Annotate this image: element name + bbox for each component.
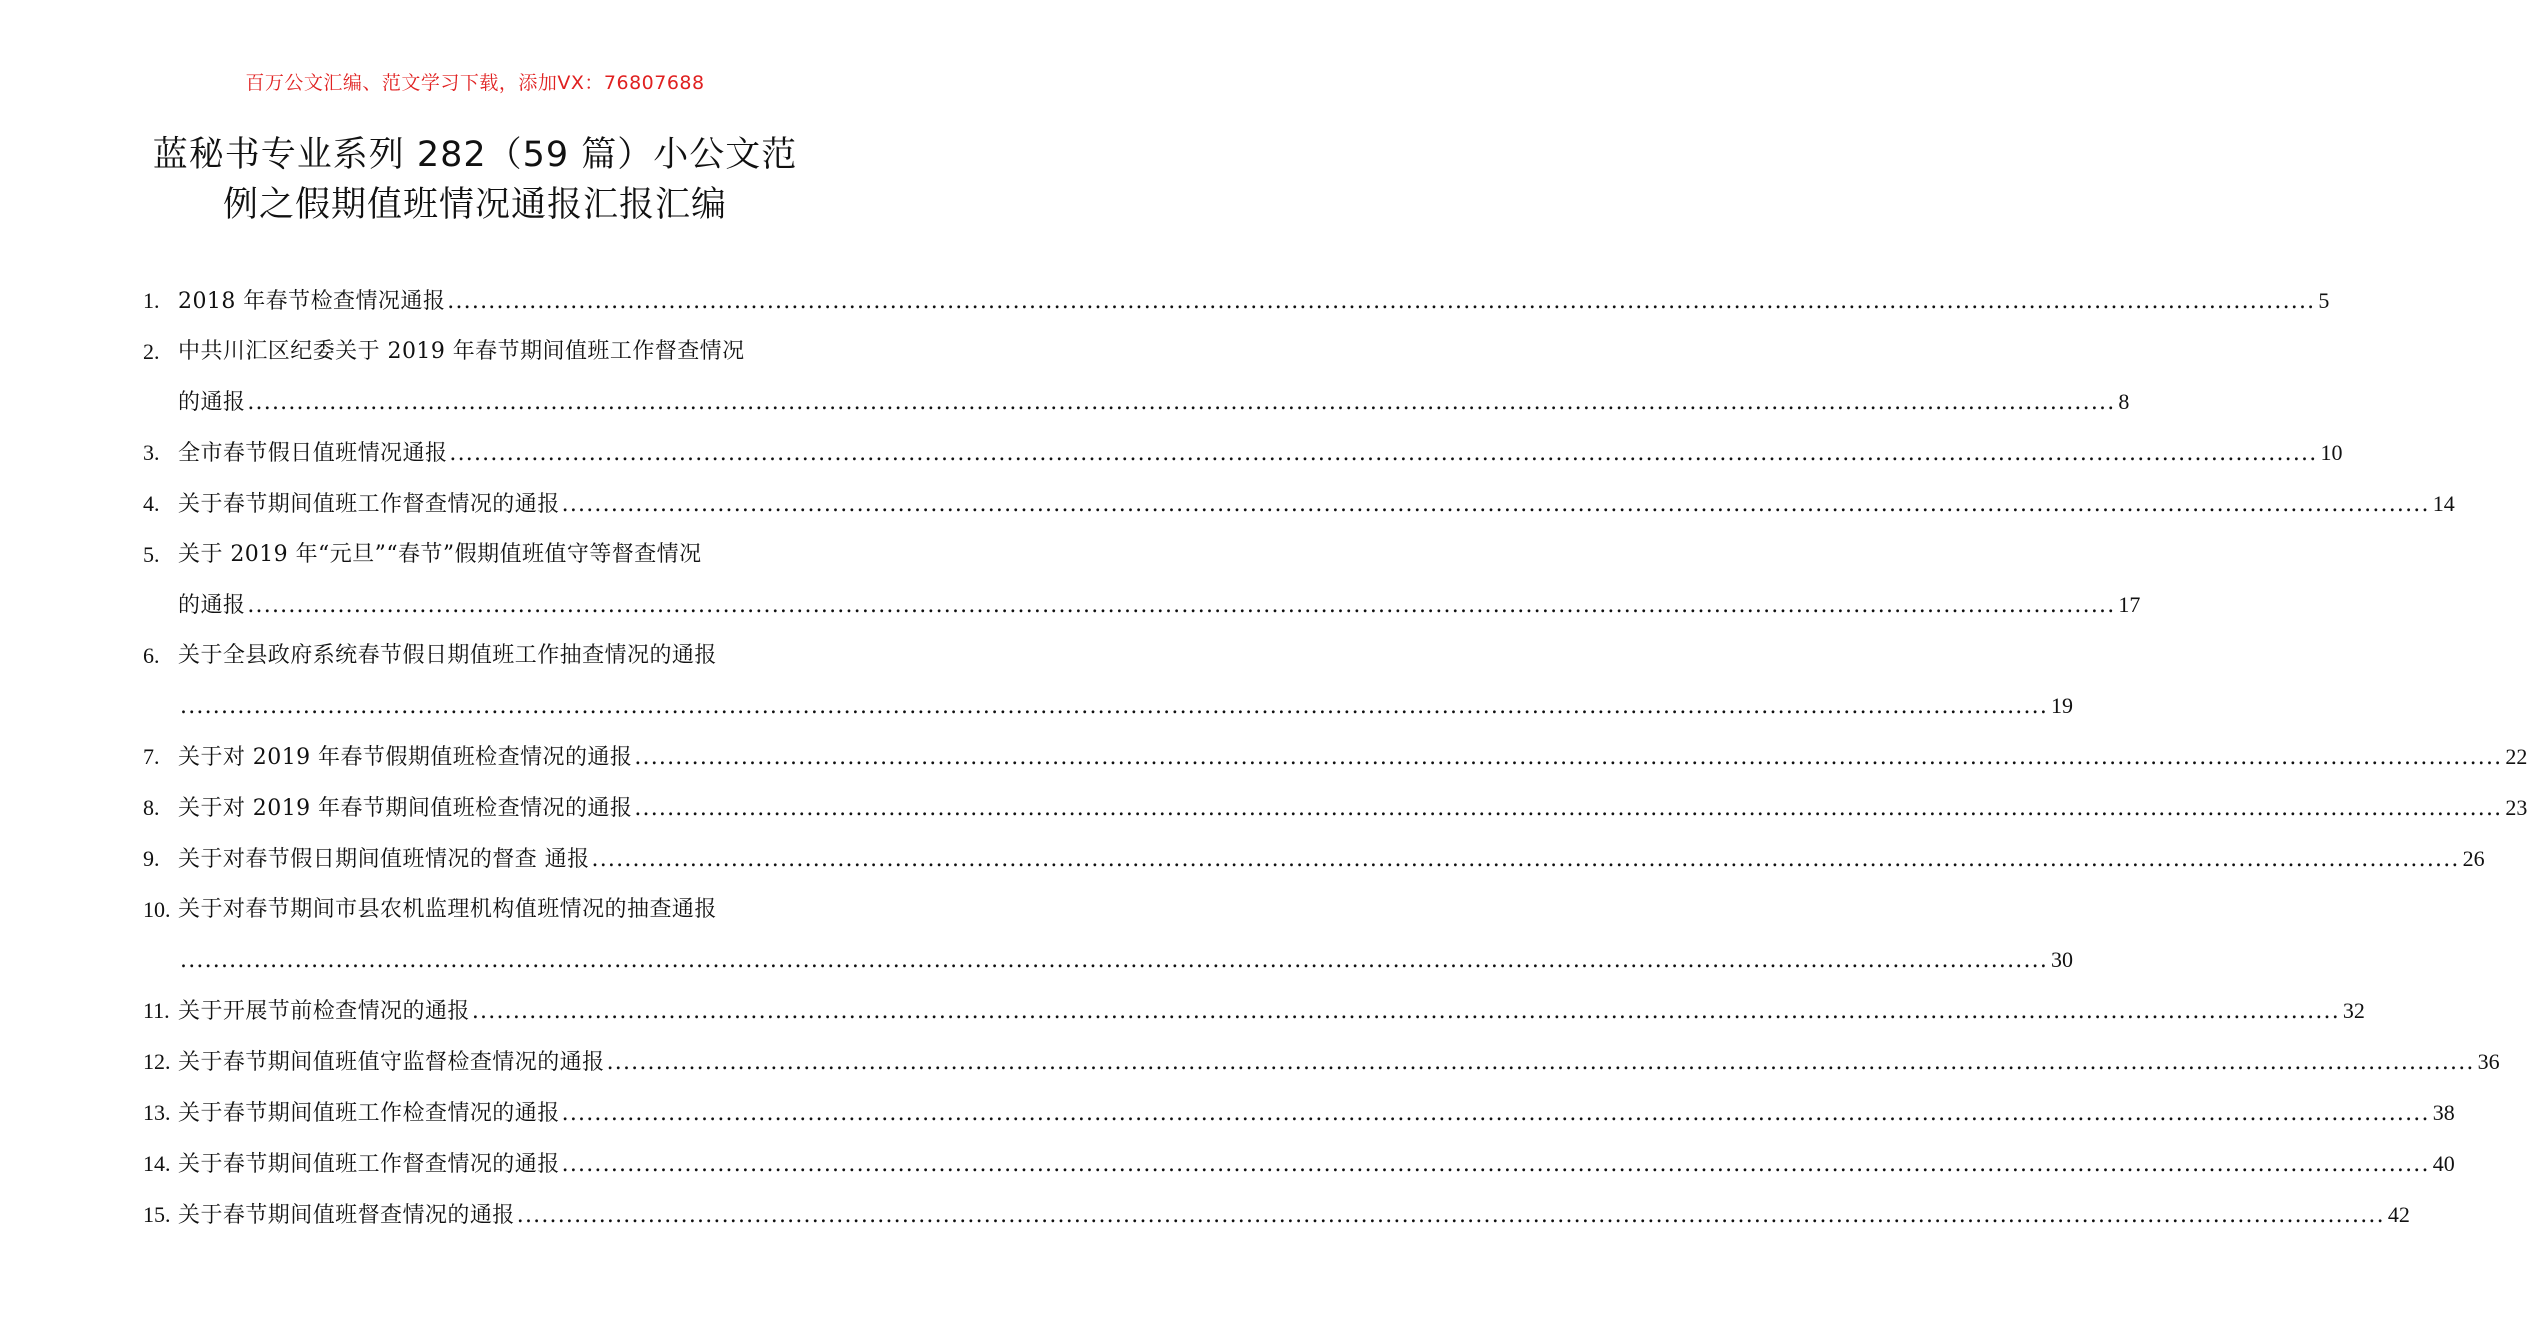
toc-entry-title: 关于春节期间值班督查情况的通报 [178, 1203, 515, 1228]
toc-entry-leader-line [178, 428, 2342, 479]
toc-entry[interactable] [143, 783, 2527, 834]
toc-dot-leader [592, 835, 2460, 885]
toc-entry-leader-line [178, 1190, 2410, 1241]
toc-entry-leader-line [178, 1037, 2500, 1088]
toc-entry[interactable] [143, 631, 2074, 732]
toc-entry-title: 关于春节期间值班工作督查情况的通报 [178, 1152, 560, 1177]
toc-entry[interactable] [143, 530, 2141, 631]
toc-entry-title: 全市春节假日值班情况通报 [178, 441, 448, 466]
toc-entry-title: 关于春节期间值班工作检查情况的通报 [178, 1101, 560, 1126]
toc-entry[interactable] [143, 428, 2343, 479]
toc-entry-page-number: 38 [2432, 1100, 2455, 1125]
toc-dot-leader [562, 1140, 2430, 1190]
toc-dot-leader [180, 682, 2048, 732]
toc-entry[interactable] [143, 327, 2130, 428]
toc-entry-title-line: 关于对春节期间市县农机监理机构值班情况的抽查通报 [178, 897, 717, 922]
toc-entry-title-line: 关于全县政府系统春节假日期值班工作抽查情况的通报 [178, 643, 717, 668]
toc-dot-leader [634, 784, 2502, 834]
toc-entry-leader-line [178, 681, 2073, 732]
toc-entry-number: 8. [143, 795, 160, 820]
toc-entry-title: 关于对 2019 年春节期间值班检查情况的通报 [178, 796, 633, 821]
toc-entry-page-number: 36 [2477, 1049, 2500, 1074]
toc-entry-title-line: 关于 2019 年“元旦”“春节”假期值班值守等督查情况 [178, 542, 702, 567]
toc-entry-leader-line [178, 580, 2140, 631]
toc-entry-body [178, 479, 2455, 530]
toc-entry-body [178, 783, 2527, 834]
toc-entry-number: 4. [143, 491, 160, 516]
toc-entry-title: 2018 年春节检查情况通报 [178, 289, 446, 314]
toc-entry-number: 14. [143, 1151, 171, 1176]
toc-entry-page-number: 32 [2342, 998, 2365, 1023]
toc-entry-page-number: 8 [2118, 389, 2130, 414]
toc-entry-page-number: 22 [2505, 744, 2527, 769]
toc-entry[interactable] [143, 986, 2365, 1037]
toc-entry-page-number: 5 [2318, 288, 2330, 313]
toc-dot-leader [447, 277, 2315, 327]
toc-dot-leader [247, 581, 2115, 631]
toc-entry-page-number: 10 [2320, 440, 2343, 465]
toc-entry-title: 关于对春节假日期间值班情况的督查 通报 [178, 847, 590, 872]
header-promo-note: 百万公文汇编、范文学习下载，添加VX：76807688 [245, 72, 705, 94]
toc-entry[interactable] [143, 834, 2485, 885]
toc-entry-number: 9. [143, 846, 160, 871]
toc-entry-page-number: 19 [2051, 693, 2074, 718]
toc-dot-leader [472, 987, 2340, 1037]
toc-entry-page-number: 30 [2051, 947, 2074, 972]
toc-entry-number: 6. [143, 643, 160, 668]
toc-entry[interactable] [143, 276, 2330, 327]
toc-dot-leader [634, 733, 2502, 783]
toc-entry[interactable] [143, 1037, 2500, 1088]
document-title-line-1: 蓝秘书专业系列 282（59 篇）小公文范 [152, 135, 798, 175]
toc-entry-page-number: 26 [2462, 846, 2485, 871]
toc-entry-page-number: 17 [2118, 592, 2141, 617]
toc-entry-body [178, 1190, 2410, 1241]
toc-entry[interactable] [143, 1088, 2455, 1139]
toc-entry-title: 关于春节期间值班值守监督检查情况的通报 [178, 1050, 605, 1075]
toc-entry-number: 7. [143, 744, 160, 769]
toc-entry-body [178, 1139, 2455, 1190]
toc-entry-body [178, 986, 2365, 1037]
toc-entry-number: 10. [143, 897, 171, 922]
toc-entry-number: 12. [143, 1049, 171, 1074]
toc-entry-page-number: 42 [2387, 1202, 2410, 1227]
toc-entry-title-line: 中共川汇区纪委关于 2019 年春节期间值班工作督查情况 [178, 339, 745, 364]
document-title [120, 130, 830, 230]
toc-entry-leader-line [178, 986, 2365, 1037]
toc-entry-title: 的通报 [178, 593, 246, 618]
toc-entry-number: 15. [143, 1202, 171, 1227]
table-of-contents [143, 276, 2527, 1241]
toc-entry-page-number: 23 [2505, 795, 2527, 820]
toc-dot-leader [562, 1089, 2430, 1139]
toc-entry-leader-line [178, 732, 2527, 783]
toc-entry-page-number: 40 [2432, 1151, 2455, 1176]
toc-entry[interactable] [143, 885, 2074, 986]
toc-entry-body [178, 1037, 2500, 1088]
toc-entry-body [178, 631, 2073, 732]
toc-entry[interactable] [143, 732, 2527, 783]
toc-entry-title: 关于开展节前检查情况的通报 [178, 999, 470, 1024]
toc-entry-leader-line [178, 834, 2485, 885]
toc-dot-leader [180, 936, 2048, 986]
toc-entry-leader-line [178, 276, 2329, 327]
toc-entry-leader-line [178, 377, 2129, 428]
toc-entry-body [178, 428, 2342, 479]
toc-entry-body [178, 530, 2140, 631]
toc-dot-leader [449, 429, 2317, 479]
toc-dot-leader [247, 378, 2115, 428]
toc-entry-title: 关于春节期间值班工作督查情况的通报 [178, 492, 560, 517]
toc-entry-number: 3. [143, 440, 160, 465]
toc-entry-leader-line [178, 935, 2073, 986]
toc-entry-body [178, 834, 2485, 885]
toc-entry-body [178, 327, 2129, 428]
toc-entry-title: 的通报 [178, 390, 246, 415]
toc-entry-number: 1. [143, 288, 160, 313]
toc-entry-body [178, 1088, 2455, 1139]
toc-entry[interactable] [143, 479, 2455, 530]
toc-entry-leader-line [178, 479, 2455, 530]
document-title-line-2: 例之假期值班情况通报汇报汇编 [222, 185, 727, 225]
toc-entry-title: 关于对 2019 年春节假期值班检查情况的通报 [178, 745, 633, 770]
toc-entry[interactable] [143, 1190, 2410, 1241]
toc-dot-leader [607, 1038, 2475, 1088]
toc-dot-leader [562, 480, 2430, 530]
toc-entry-number: 5. [143, 542, 160, 567]
toc-entry-body [178, 276, 2329, 327]
toc-entry-number: 2. [143, 339, 160, 364]
toc-entry-number: 11. [143, 998, 170, 1023]
toc-entry-leader-line [178, 783, 2527, 834]
toc-entry-number: 13. [143, 1100, 171, 1125]
toc-entry-body [178, 885, 2073, 986]
toc-entry-body [178, 732, 2527, 783]
toc-entry[interactable] [143, 1139, 2455, 1190]
toc-entry-leader-line [178, 1088, 2455, 1139]
toc-dot-leader [517, 1191, 2385, 1241]
toc-entry-page-number: 14 [2432, 491, 2455, 516]
toc-entry-leader-line [178, 1139, 2455, 1190]
